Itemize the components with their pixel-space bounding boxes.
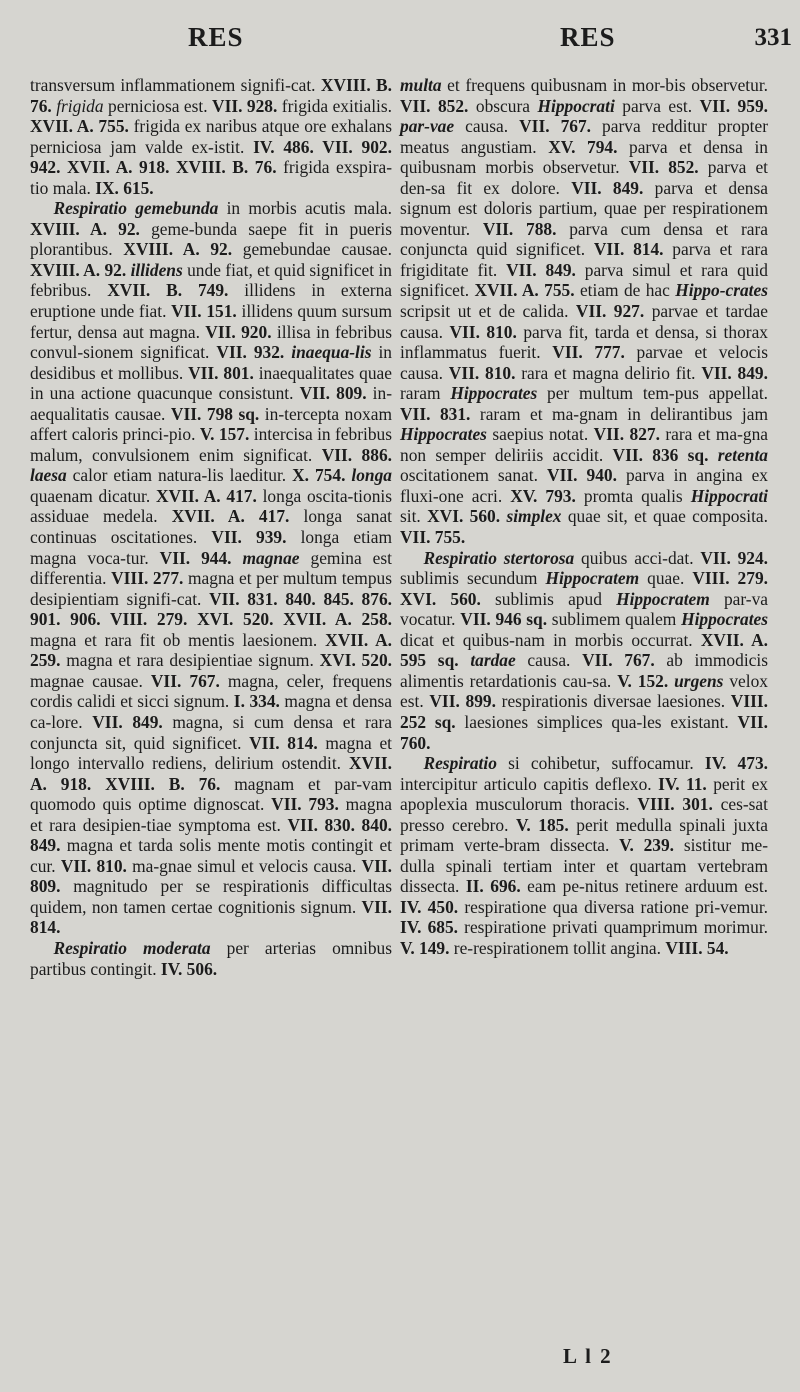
entry-text: causa. bbox=[454, 116, 520, 137]
reference-citation: VII. 830. 840. 849. bbox=[30, 814, 392, 856]
entry-text: magna et rara desipien-tiae symptoma est. bbox=[30, 794, 392, 835]
reference-citation: XVII. A. 417. bbox=[171, 506, 290, 527]
reference-citation: VIII. 252 sq. bbox=[400, 691, 769, 732]
entry-text bbox=[459, 650, 471, 670]
entry-text: laesiones simplices qua-les existant. bbox=[455, 711, 738, 732]
reference-citation: XVIII. A. 92. bbox=[123, 239, 233, 260]
reference-citation: VII. 944. bbox=[159, 547, 232, 568]
entry-text: perit ex apoplexia musculorum thoracis. bbox=[400, 773, 768, 815]
italic-term: laesa bbox=[30, 465, 67, 486]
entry-text: parvae et tardae causa. bbox=[400, 301, 768, 342]
entry-text: calor etiam natura-lis laeditur. bbox=[66, 465, 293, 486]
reference-citation: IV. 486. VII. 902. 942. XVII. A. 918. XVIII. B. 76. bbox=[30, 136, 392, 178]
reference-citation: VII. 798 sq. bbox=[170, 403, 260, 424]
reference-citation: X. 754. bbox=[292, 465, 346, 486]
reference-citation: VII. 801. bbox=[188, 362, 254, 383]
entry-text: sit. bbox=[400, 506, 428, 527]
italic-term: Hippocrates bbox=[450, 383, 538, 404]
entry-paragraph bbox=[30, 938, 392, 979]
entry-paragraph bbox=[30, 75, 392, 198]
entry-text: frigida exspira-tio mala. bbox=[30, 157, 393, 198]
entry-paragraph bbox=[400, 548, 768, 753]
italic-term: Respiratio gemebunda bbox=[53, 198, 219, 219]
reference-citation: VII. 151. bbox=[171, 301, 237, 322]
right-text-column bbox=[400, 75, 768, 959]
reference-citation: VII. 927. bbox=[575, 301, 645, 322]
entry-text: parva simul et rara quid significet. bbox=[400, 259, 768, 301]
entry-text: in desidibus et mollibus. bbox=[30, 342, 392, 383]
entry-text: dicat et quibus-nam in morbis occurrat. bbox=[400, 629, 701, 650]
right-headword: RES bbox=[560, 22, 616, 52]
reference-citation: VII. 959. bbox=[699, 95, 768, 116]
entry-text: rara et ma-gna non semper deliriis accidit. bbox=[400, 424, 768, 465]
reference-citation: VII. 939. bbox=[211, 527, 287, 548]
entry-text: in-tercepta noxam affert caloris princi-pio. bbox=[30, 403, 392, 445]
reference-citation: VII. 810. bbox=[449, 321, 517, 342]
reference-citation: VII. 793. bbox=[271, 794, 339, 815]
reference-citation: XV. 794. bbox=[548, 136, 618, 157]
reference-citation: XVII. A. 259. bbox=[30, 629, 393, 671]
entry-text: respiratione privati quamprimum morimur. bbox=[458, 917, 769, 938]
reference-citation: VII. 810. bbox=[448, 362, 516, 383]
entry-paragraph bbox=[400, 753, 768, 958]
italic-term: par-vae bbox=[400, 116, 455, 137]
reference-citation: V. 152. bbox=[617, 670, 669, 691]
entry-text: promta qualis bbox=[575, 485, 691, 506]
reference-citation: XVII. A. 918. XVIII. B. 76. bbox=[30, 753, 392, 794]
reference-citation: VII. 788. bbox=[482, 218, 557, 239]
reference-citation: VII. 831. bbox=[400, 403, 471, 424]
entry-text: respiratione qua diversa ratione pri-vemur. bbox=[458, 896, 768, 917]
entry-text: scripsit ut et de calida. bbox=[400, 301, 576, 322]
reference-citation: II. 696. bbox=[465, 876, 521, 897]
entry-text: magna et tarda solis mente motis contingit et cur. bbox=[30, 835, 392, 876]
entry-text: quae sit, et quae composita. bbox=[561, 506, 768, 527]
reference-citation: VII. 810. bbox=[60, 855, 127, 876]
italic-term: Respiratio stertorosa bbox=[423, 547, 575, 568]
entry-text: ma-gnae simul et velocis causa. bbox=[126, 855, 362, 876]
entry-text: perniciosa est. bbox=[103, 95, 213, 116]
entry-text: longa sanat continuas oscitationes. bbox=[30, 506, 392, 548]
reference-citation: VII. 777. bbox=[552, 342, 625, 363]
entry-text: etiam de hac bbox=[574, 280, 676, 301]
entry-text: magna et per multum tempus desipientiam signifi-cat. bbox=[30, 568, 392, 609]
reference-citation: VIII. 277. bbox=[111, 568, 184, 589]
entry-text: magna, si cum densa et rara conjuncta sit, quid significet. bbox=[30, 711, 392, 753]
entry-text: rara et magna delirio fit. bbox=[515, 362, 702, 383]
reference-citation: VII. 814. bbox=[30, 896, 392, 938]
entry-text: eam pe-nitus retinere arduum est. bbox=[520, 876, 769, 897]
reference-citation: V. 185. bbox=[516, 814, 569, 835]
entry-text: raram bbox=[400, 383, 451, 404]
entry-text: magnitudo per se respirationis difficultas quidem, non tamen certae cognitionis signum. bbox=[30, 876, 392, 917]
reference-citation: V. 239. bbox=[619, 835, 675, 856]
reference-citation: VII. 809. bbox=[299, 383, 367, 404]
reference-citation: VII. 886. bbox=[321, 444, 392, 465]
reference-citation: VII. 899. bbox=[429, 691, 496, 712]
entry-text: magnam et par-vam quomodo quis optime dignoscat. bbox=[30, 773, 392, 815]
reference-citation: VII. 760. bbox=[400, 711, 768, 753]
entry-text: sistitur me-dulla spinali tertiam inter et quartam vertebram dissecta. bbox=[400, 835, 768, 897]
reference-citation: XV. 793. bbox=[510, 485, 576, 506]
italic-term: Hippocrates bbox=[681, 609, 769, 630]
reference-citation: VII. 814. bbox=[249, 732, 318, 753]
reference-citation: VII. 831. 840. 845. 876. 901. 906. VIII. 279. XVI. 520. XVII. A. 258. bbox=[30, 588, 392, 630]
entry-text bbox=[708, 445, 717, 465]
reference-citation: VII. 767. bbox=[150, 670, 220, 691]
entry-text: longa oscita-tionis assiduae medela. bbox=[30, 485, 392, 527]
entry-text: per arterias omnibus partibus contingit. bbox=[30, 937, 392, 979]
reference-citation: V. 149. bbox=[400, 937, 450, 958]
reference-citation: VII. 852. bbox=[628, 157, 699, 178]
entry-text: re-respirationem tollit angina. bbox=[449, 937, 666, 958]
italic-term: urgens bbox=[674, 670, 724, 691]
reference-citation: V. 157. bbox=[199, 424, 250, 445]
entry-paragraph bbox=[30, 198, 392, 938]
running-header bbox=[0, 22, 800, 62]
entry-text: illisa in febribus convul-sionem significat. bbox=[30, 321, 392, 363]
reference-citation: XVII. A. 755. bbox=[474, 280, 575, 301]
entry-text: sublimis secundum bbox=[400, 568, 546, 589]
entry-text: geme-bunda saepe fit in pueris plorantibus. bbox=[30, 218, 393, 260]
reference-citation: XVIII. A. 92. bbox=[30, 259, 127, 280]
entry-text: inaequalitates quae in una actione quacunque consistunt. bbox=[30, 362, 392, 404]
entry-text: transversum inflammationem signifi-cat. bbox=[30, 75, 321, 95]
italic-term: Hippocrates bbox=[400, 424, 487, 445]
reference-citation: VII. 814. bbox=[593, 239, 664, 260]
reference-citation: VIII. 279. XVI. 560. bbox=[400, 568, 768, 609]
entry-text: et frequens quibusnam in mor-bis observetur. bbox=[441, 75, 768, 95]
entry-text: frigida exitialis. bbox=[277, 95, 392, 116]
entry-text: parva in angina ex fluxi-one acri. bbox=[400, 465, 768, 506]
entry-text: sublimem qualem bbox=[547, 609, 682, 630]
reference-citation: IV. 506. bbox=[160, 958, 218, 979]
entry-text: gemina est differentia. bbox=[30, 547, 392, 589]
entry-text: quibus acci-dat. bbox=[574, 547, 701, 568]
page-number: 331 bbox=[754, 24, 792, 51]
italic-term: simplex bbox=[506, 506, 562, 527]
reference-citation: XVIII. A. 92. bbox=[30, 218, 140, 239]
entry-text: parva et den-sa fit ex dolore. bbox=[400, 157, 768, 198]
reference-citation: VII. 940. bbox=[547, 465, 617, 486]
reference-citation: VII. 849. bbox=[92, 711, 163, 732]
entry-text: oscitationem sanat. bbox=[400, 465, 548, 486]
entry-text: obscura bbox=[468, 95, 538, 116]
reference-citation: XVI. 560. bbox=[427, 506, 501, 527]
entry-text bbox=[232, 548, 243, 568]
reference-citation: VII. 932. bbox=[216, 342, 285, 363]
reference-citation: VII. 827. bbox=[593, 424, 660, 445]
reference-citation: IV. 11. bbox=[658, 773, 707, 794]
reference-citation: XVII. A. 417. bbox=[155, 485, 257, 506]
entry-text: per multum tem-pus appellat. bbox=[537, 383, 768, 404]
reference-citation: VII. 924. bbox=[700, 547, 768, 568]
entry-text: parva fit, tarda et densa, si thorax inflammatus fuerit. bbox=[400, 321, 768, 363]
reference-citation: XVII. B. 749. bbox=[107, 280, 229, 301]
entry-text: in-aequalitatis causae. bbox=[30, 383, 392, 424]
reference-citation: VII. 849. bbox=[701, 362, 768, 383]
entry-text: longa etiam magna voca-tur. bbox=[30, 527, 392, 568]
entry-text: par-va vocatur. bbox=[400, 588, 769, 630]
entry-text: saepius notat. bbox=[486, 424, 594, 445]
reference-citation: VII. 928. bbox=[212, 95, 278, 116]
entry-text: parva et densa in quibusnam morbis observetur. bbox=[400, 136, 768, 178]
reference-citation: VII. 767. bbox=[582, 650, 655, 671]
reference-citation: IV. 450. bbox=[400, 896, 459, 917]
reference-citation: VIII. 301. bbox=[637, 794, 713, 815]
italic-term: Hippocratem bbox=[616, 588, 710, 609]
reference-citation: VII. 849. bbox=[571, 177, 644, 198]
reference-citation: XVI. 520. bbox=[319, 650, 392, 671]
italic-term: Hippocrati bbox=[690, 485, 768, 506]
entry-text: ces-sat presso cerebro. bbox=[400, 794, 768, 835]
reference-citation: VII. 767. bbox=[519, 116, 592, 137]
entry-text: parva cum densa et rara conjuncta quid significet. bbox=[400, 218, 768, 260]
italic-term: Hippocratem bbox=[545, 568, 640, 589]
entry-text: causa. bbox=[515, 650, 583, 671]
reference-citation: VII. 849. bbox=[506, 259, 576, 280]
italic-term: multa bbox=[400, 75, 442, 95]
entry-text: quae. bbox=[639, 568, 693, 589]
reference-citation: VII. 755. bbox=[400, 527, 466, 548]
entry-text: parva et densa signum est doloris partium, quae per respirationem moventur. bbox=[400, 177, 768, 239]
reference-citation: I. 334. bbox=[233, 691, 280, 712]
italic-term: longa bbox=[351, 465, 392, 486]
entry-text: in morbis acutis mala. bbox=[218, 198, 392, 219]
reference-citation: XVII. A. 595 sq. bbox=[400, 629, 768, 671]
entry-text: parva redditur propter meatus angustiam. bbox=[400, 116, 768, 157]
entry-text: gemebundae causae. bbox=[232, 239, 393, 260]
reference-citation: VII. 809. bbox=[30, 855, 392, 897]
italic-term: frigida bbox=[56, 95, 104, 116]
entry-text: parvae et velocis causa. bbox=[400, 342, 768, 383]
entry-text: magnae causae. bbox=[30, 670, 151, 691]
entry-text: respirationis diversae laesiones. bbox=[495, 691, 731, 712]
italic-term: retenta bbox=[717, 444, 768, 465]
entry-text: si cohibetur, suffocamur. bbox=[496, 753, 705, 774]
italic-term: Respiratio bbox=[423, 753, 497, 774]
left-text-column bbox=[30, 75, 392, 979]
reference-citation: VII. 946 sq. bbox=[460, 609, 548, 630]
italic-term: inaequa-lis bbox=[291, 342, 372, 363]
reference-citation: VII. 836 sq. bbox=[612, 444, 709, 465]
entry-text: parva et rara frigiditate fit. bbox=[400, 239, 768, 280]
reference-citation: XVIII. B. 76. bbox=[30, 75, 392, 116]
reference-citation: VIII. 54. bbox=[665, 937, 729, 958]
entry-text: intercipitur articulo capitis deflexo. bbox=[400, 773, 659, 794]
entry-text: magna et longo intervallo rediens, delirium ostendit. bbox=[30, 732, 392, 774]
reference-citation: VII. 852. bbox=[400, 95, 469, 116]
entry-paragraph bbox=[400, 75, 768, 548]
entry-text: magna et densa ca-lore. bbox=[30, 691, 392, 732]
italic-term: Hippocrati bbox=[537, 95, 615, 116]
entry-text: sublimis apud bbox=[480, 588, 617, 609]
italic-term: Respiratio moderata bbox=[53, 937, 211, 958]
entry-text: magna et rara fit ob mentis laesionem. bbox=[30, 629, 326, 650]
reference-citation: IV. 473. bbox=[704, 753, 768, 774]
entry-text: parva est. bbox=[614, 95, 700, 116]
reference-citation: IX. 615. bbox=[95, 177, 154, 198]
entry-text: frigida ex naribus atque ore exhalans perniciosa jam valde ex-istit. bbox=[30, 116, 392, 157]
signature-mark: L l 2 bbox=[563, 1344, 613, 1368]
entry-text: perit medulla spinali juxta primam verte-bram dissecta. bbox=[400, 814, 768, 856]
entry-text: illidens quum sursum fertur, densa aut magna. bbox=[30, 301, 393, 342]
entry-text: unde fiat, et quid significet in febribus. bbox=[30, 259, 392, 301]
entry-text: ab immodicis alimentis retardationis cau-sa. bbox=[400, 650, 768, 691]
italic-term: Hippo-crates bbox=[675, 280, 768, 301]
left-headword: RES bbox=[188, 22, 244, 52]
reference-citation: VII. 920. bbox=[205, 321, 272, 342]
italic-term: tardae bbox=[470, 650, 516, 671]
entry-text: raram et ma-gnam in delirantibus jam bbox=[470, 403, 768, 424]
entry-text: illidens in externa eruptione unde fiat. bbox=[30, 280, 392, 322]
italic-term: illidens bbox=[130, 259, 183, 280]
entry-text: velox est. bbox=[400, 670, 768, 712]
entry-text: quaenam dicatur. bbox=[30, 485, 156, 506]
reference-citation: XVII. A. 755. bbox=[30, 116, 129, 137]
italic-term: magnae bbox=[242, 547, 300, 568]
entry-text: intercisa in febribus malum, convulsionem enim significat. bbox=[30, 424, 393, 465]
reference-citation: IV. 685. bbox=[400, 917, 459, 938]
entry-text: magna et rara desipientiae signum. bbox=[60, 650, 320, 671]
entry-text: magna, celer, frequens cordis calidi et sicci signum. bbox=[30, 670, 392, 712]
